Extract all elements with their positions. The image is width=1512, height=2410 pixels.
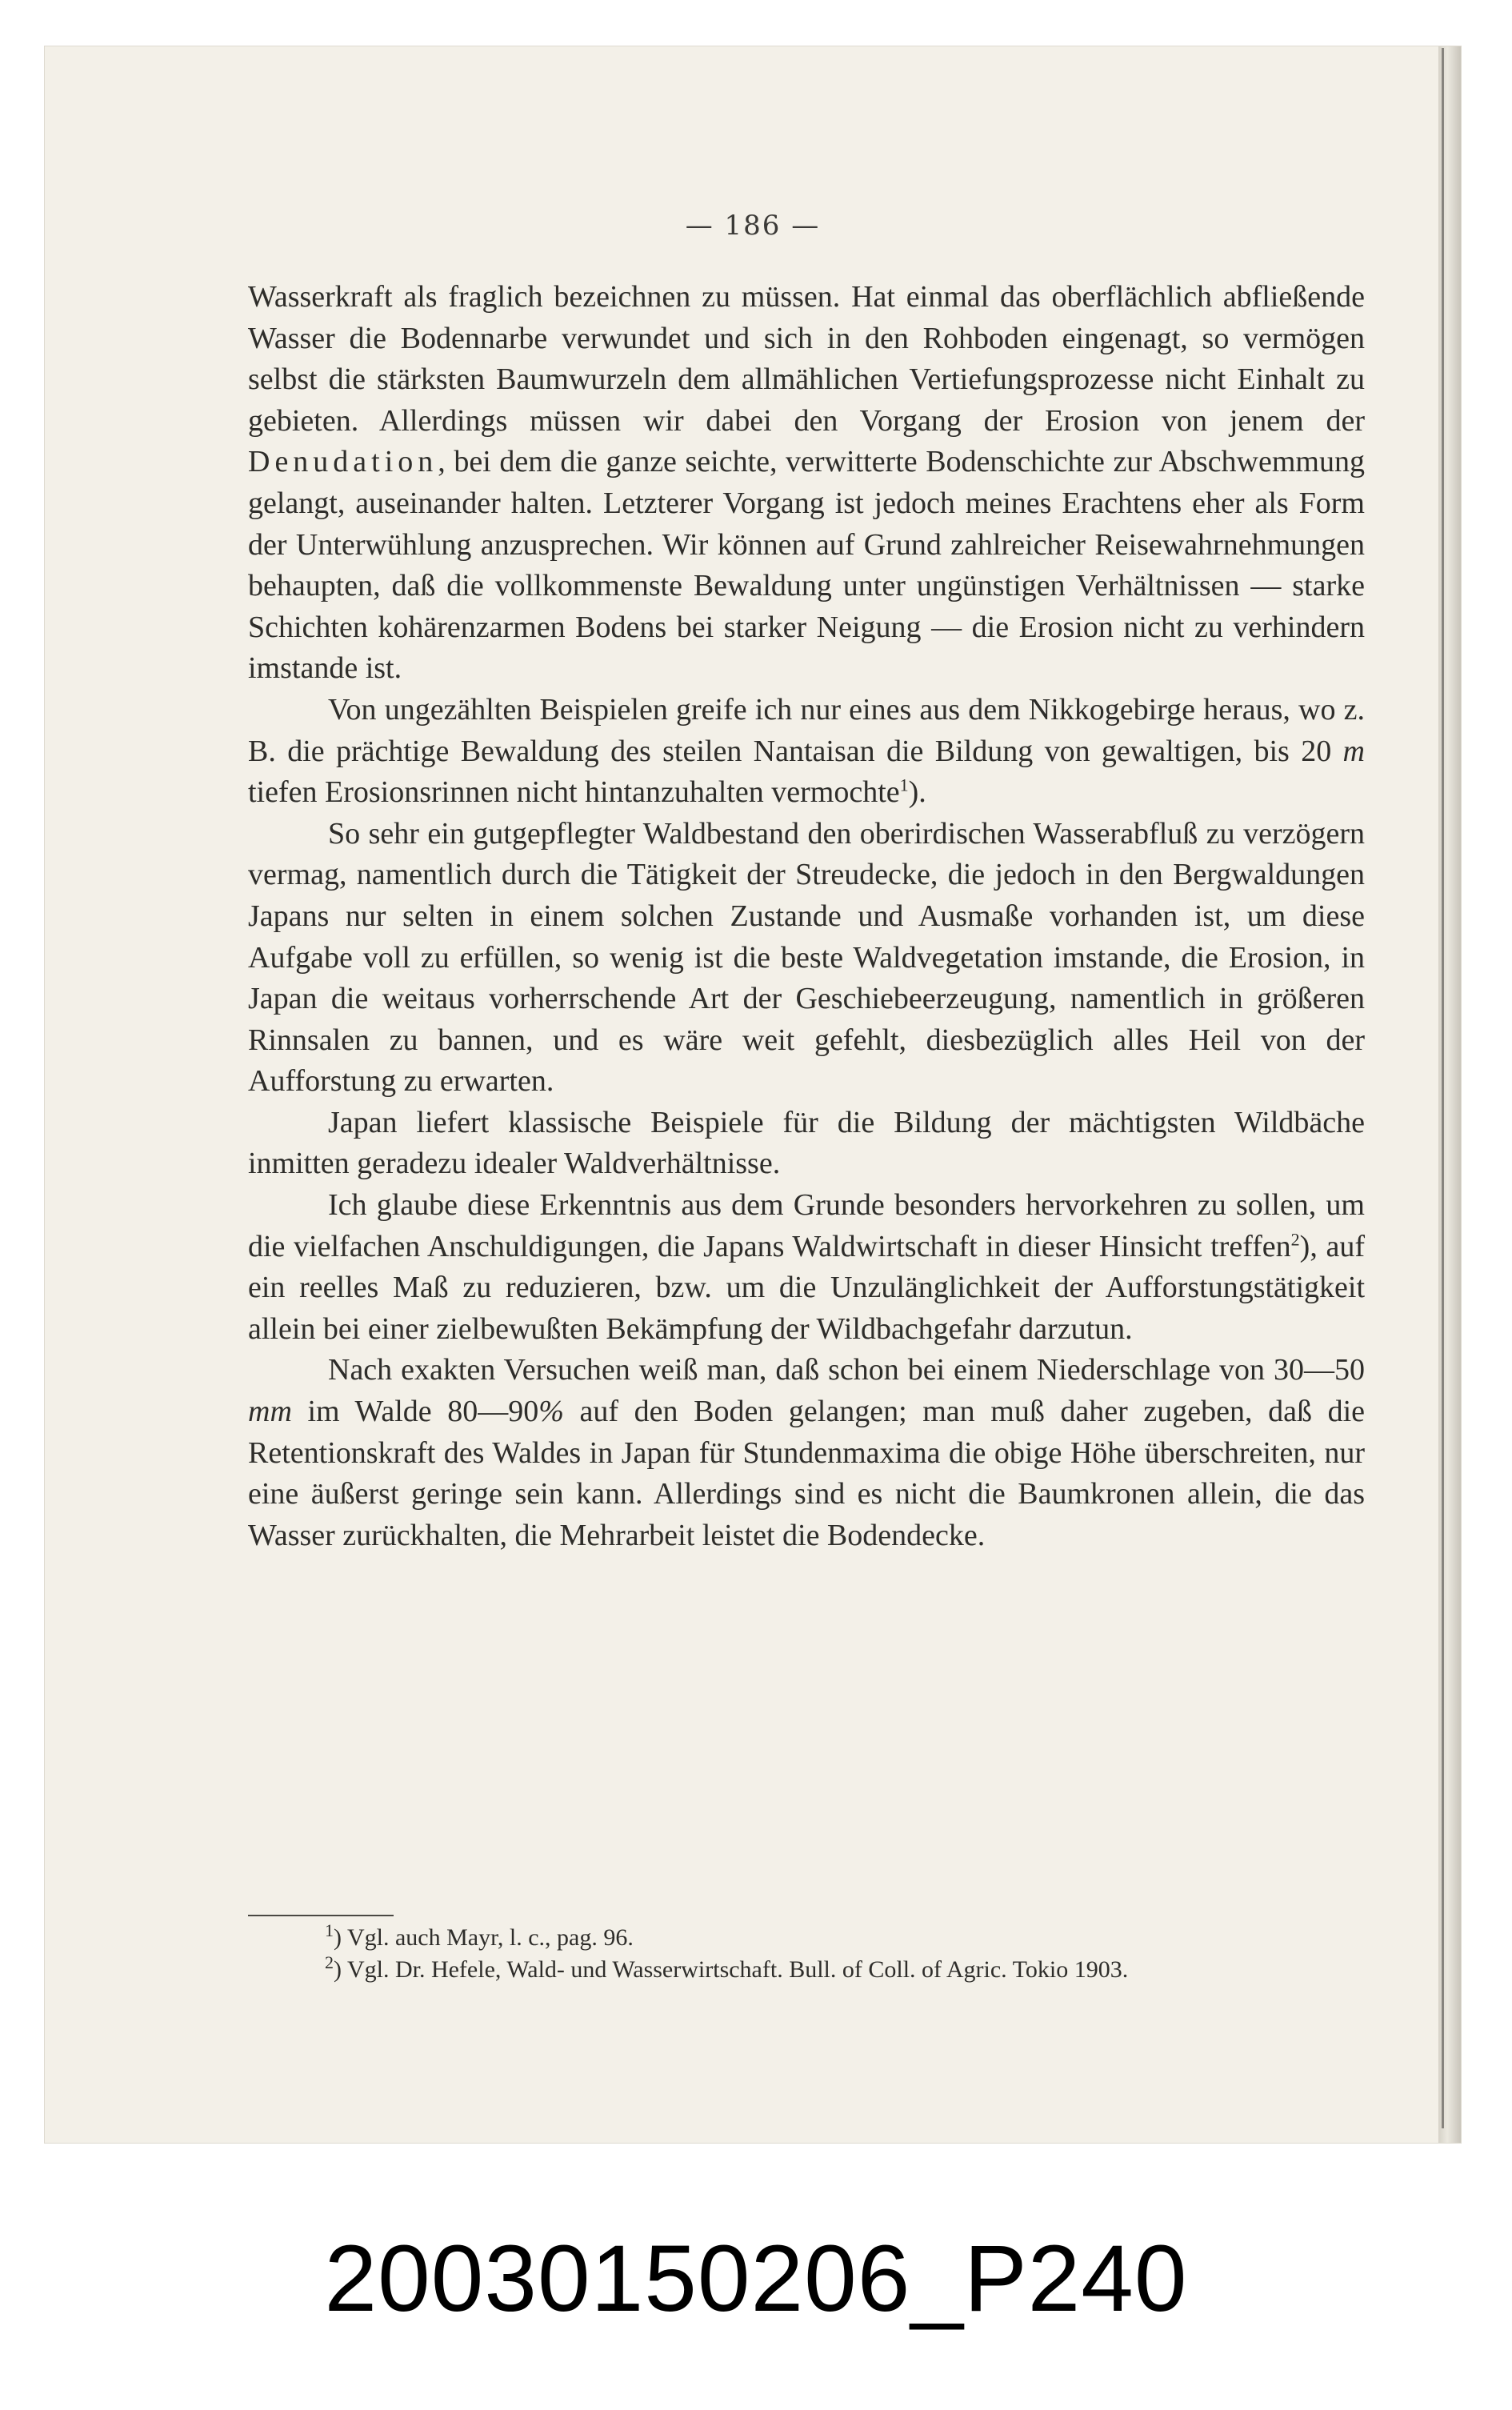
page-spine-line [1442, 48, 1444, 2128]
footnote [248, 1922, 1365, 1954]
footnote-ref: 2 [1290, 1229, 1300, 1249]
text-run: Nach exakten Versuchen weiß man, daß schon bei einem Niederschlage von 30—50 [328, 1353, 1365, 1387]
paragraph [248, 690, 1365, 814]
scanned-page [45, 46, 1461, 2143]
footnote-mark: 1 [325, 1920, 334, 1940]
text-run: Ich glaube diese Erkenntnis aus dem Grunde besonders hervorkehren zu sollen, um die vielfachen Anschuldigungen, die Japans Waldwirtschaft in dieser Hinsicht treffen [248, 1188, 1365, 1263]
paragraph [248, 1185, 1365, 1350]
paragraph [248, 814, 1365, 1103]
footnote-ref: 1 [899, 775, 909, 795]
footnote-text: ) Vgl. Dr. Hefele, Wald- und Wasserwirtschaft. Bull. of Coll. of Agric. Tokio 1903. [334, 1956, 1129, 1983]
text-run: Wasserkraft als fraglich bezeichnen zu müssen. Hat einmal das oberflächlich abfließende Wasser die Bodennarbe verwundet und sich in den Rohboden eingenagt, so vermögen selbst die stärksten Baumwurzeln dem allmählichen Vertiefungsprozesse nicht Einhalt zu gebieten. Allerdings müssen wir dabei den Vorgang der Erosion von jenem der [248, 280, 1365, 438]
paragraph [248, 1350, 1365, 1556]
text-run: tiefen Erosionsrinnen nicht hintanzuhalten vermochte [248, 775, 900, 810]
text-run: mm [248, 1395, 292, 1429]
paragraph [248, 277, 1365, 690]
archive-label: 20030150206_P240 [324, 2226, 1188, 2332]
text-run: So sehr ein gutgepflegter Waldbestand den oberirdischen Wasserabfluß zu verzögern vermag, namentlich durch die Tätigkeit der Streudecke, die jedoch in den Bergwaldungen Japans nur selten in einem solchen Zustande und Ausmaße vorhanden ist, um diese Aufgabe voll zu erfüllen, so wenig ist die beste Waldvegetation imstande, die Erosion, in Japan die weitaus vorherrschende Art der Geschiebeerzeugung, namentlich in größeren Rinnsalen zu bannen, und es wäre weit gefehlt, diesbezüglich alles Heil von der Aufforstung zu erwarten. [248, 816, 1365, 1099]
text-run: auf den Boden gelangen; man muß daher zugeben, daß die Retentionskraft des Waldes in Japan für Stundenmaxima die obige Höhe überschreiten, nur eine äußerst geringe sein kann. Allerdings sind es nicht die Baumkronen allein, die das Wasser zurückhalten, die Mehrarbeit leistet die Bodendecke. [248, 1395, 1365, 1552]
text-run: im Walde 80—90 [291, 1395, 539, 1429]
footnote-text: ) Vgl. auch Mayr, l. c., pag. 96. [334, 1924, 634, 1951]
text-run: Japan liefert klassische Beispiele für die Bildung der mächtigsten Wildbäche inmitten geradezu idealer Waldverhältnisse. [248, 1105, 1365, 1181]
paragraph [248, 1103, 1365, 1185]
footnote [248, 1954, 1365, 1986]
text-run: ). [908, 775, 926, 810]
text-run: % [538, 1395, 564, 1429]
footnotes [248, 1922, 1365, 1986]
footnote-rule [248, 1915, 394, 1916]
text-run: Denudation [248, 445, 438, 479]
body-text [248, 277, 1365, 1556]
text-run: ), auf ein reelles Maß zu reduzieren, bzw. um die Unzulänglichkeit der Aufforstungstätigkeit allein bei einer zielbewußten Bekämpfung der Wildbachgefahr darzutun. [248, 1229, 1365, 1346]
text-run: Von ungezählten Beispielen greife ich nur eines aus dem Nikkogebirge heraus, wo z. B. die prächtige Bewaldung des steilen Nantaisan die Bildung von gewaltigen, bis 20 [248, 692, 1365, 768]
page-number: — 186 — [685, 210, 821, 242]
text-run: m [1342, 734, 1365, 768]
footnote-mark: 2 [325, 1952, 334, 1972]
text-run: , bei dem die ganze seichte, verwitterte Bodenschichte zur Abschwemmung gelangt, auseinander halten. Letzterer Vorgang ist jedoch meines Erachtens eher als Form der Unterwühlung anzusprechen. Wir können auf Grund zahlreicher Reisewahrnehmungen behaupten, daß die vollkommenste Bewaldung unter ungünstigen Verhältnissen — starke Schichten kohärenzarmen Bodens bei starker Neigung — die Erosion nicht zu verhindern imstande ist. [248, 445, 1365, 686]
